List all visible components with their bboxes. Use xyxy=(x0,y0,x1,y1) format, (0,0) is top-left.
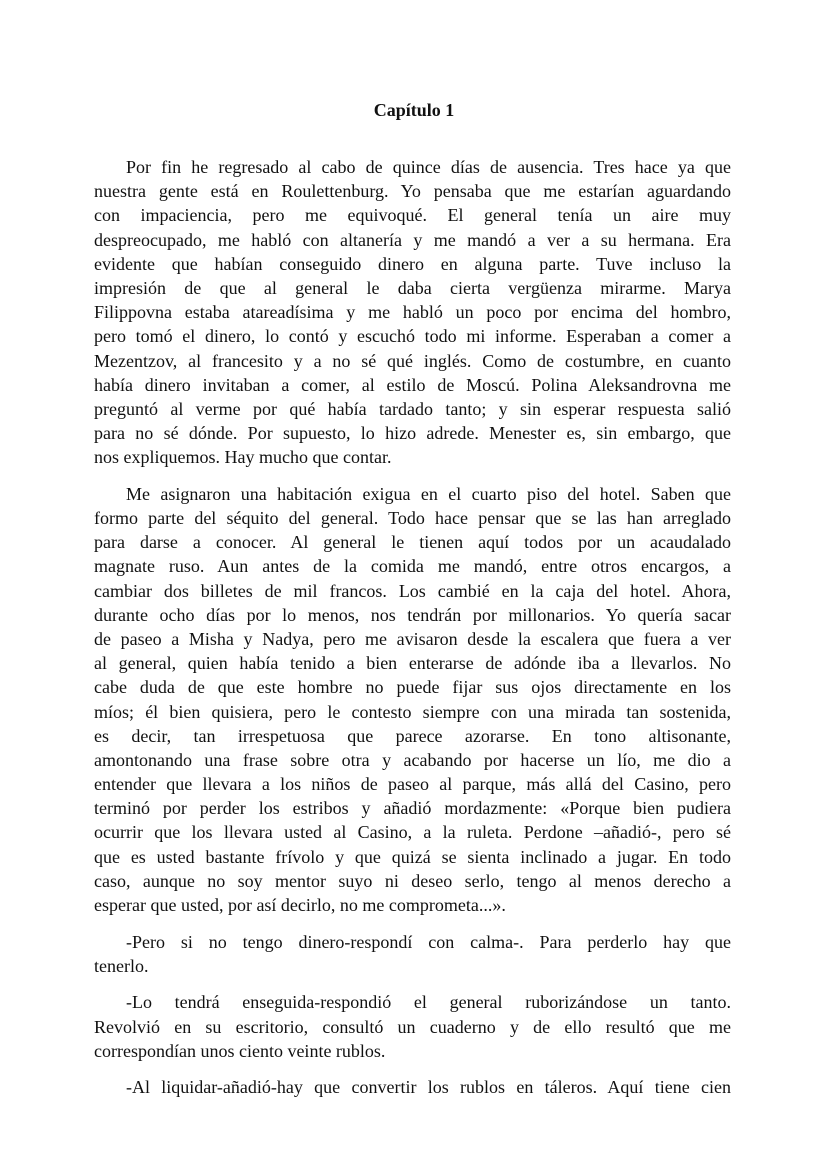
text-line: para no sé dónde. Por supuesto, lo hizo adrede. Menester es, sin embargo, que xyxy=(94,423,731,444)
text-line: ocurrir que los llevara usted al Casino, a la ruleta. Perdone –añadió-, pero sé xyxy=(94,822,731,843)
text-line: amontonando una frase sobre otra y acabando por hacerse un lío, me dio a xyxy=(94,749,731,770)
text-line: durante ocho días por lo menos, nos tendrán por millonarios. Yo quería sacar xyxy=(94,604,731,625)
text-line: míos; él bien quisiera, pero le contesto siempre con una mirada tan sostenida, xyxy=(94,701,731,722)
text-line: Mezentzov, al francesito y a no sé qué inglés. Como de costumbre, en cuanto xyxy=(94,350,731,371)
text-line: caso, aunque no soy mentor suyo ni deseo serlo, tengo al menos derecho a xyxy=(94,870,731,891)
paragraph xyxy=(94,1075,731,1099)
paragraph xyxy=(94,155,731,469)
text-line: cambiar dos billetes de mil francos. Los cambié en la caja del hotel. Ahora, xyxy=(94,580,731,601)
paragraph xyxy=(94,930,731,978)
text-line: Filippovna estaba atareadísima y me habló un poco por encima del hombro, xyxy=(94,302,731,323)
chapter-title: Capítulo 1 xyxy=(373,100,455,120)
text-line: entender que llevara a los niños de paseo al parque, más allá del Casino, pero xyxy=(94,774,731,795)
text-line: -Lo tendrá enseguida-respondió el general ruborizándose un tanto. xyxy=(126,992,731,1013)
text-line: impresión de que al general le daba cierta vergüenza mirarme. Marya xyxy=(94,277,731,298)
text-line: Me asignaron una habitación exigua en el cuarto piso del hotel. Saben que xyxy=(126,483,731,504)
text-line: magnate ruso. Aun antes de la comida me mandó, entre otros encargos, a xyxy=(94,556,731,577)
text-line: para darse a conocer. Al general le tienen aquí todos por un acaudalado xyxy=(94,532,731,553)
text-line: formo parte del séquito del general. Todo hace pensar que se las han arreglado xyxy=(94,508,731,529)
text-line: correspondían unos ciento veinte rublos. xyxy=(94,1040,386,1061)
text-line: evidente que habían conseguido dinero en alguna parte. Tuve incluso la xyxy=(94,253,731,274)
text-line: despreocupado, me habló con altanería y me mandó a ver a su hermana. Era xyxy=(94,229,731,250)
text-line: pero tomó el dinero, lo contó y escuchó todo mi informe. Esperaban a comer a xyxy=(94,326,731,347)
text-line: terminó por perder los estribos y añadió mordazmente: «Porque bien pudiera xyxy=(94,798,731,819)
text-line: nuestra gente está en Roulettenburg. Yo pensaba que me estarían aguardando xyxy=(94,181,731,202)
text-line: es decir, tan irrespetuosa que parece azorarse. En tono altisonante, xyxy=(94,725,731,746)
text-line: esperar que usted, por así decirlo, no me comprometa...». xyxy=(94,895,506,916)
text-line: Por fin he regresado al cabo de quince días de ausencia. Tres hace ya que xyxy=(126,157,731,177)
text-line: Revolvió en su escritorio, consultó un cuaderno y de ello resultó que me xyxy=(94,1016,731,1037)
text-line: con impaciencia, pero me equivoqué. El general tenía un aire muy xyxy=(94,205,731,226)
text-line: -Al liquidar-añadió-hay que convertir los rublos en táleros. Aquí tiene cien xyxy=(126,1077,731,1098)
text-line: había dinero invitaban a comer, al estilo de Moscú. Polina Aleksandrovna me xyxy=(94,374,731,395)
text-line: tenerlo. xyxy=(94,955,149,976)
text-line: que es usted bastante frívolo y que quizá se sienta inclinado a jugar. En todo xyxy=(94,846,731,867)
text-line: -Pero si no tengo dinero-respondí con calma-. Para perderlo hay que xyxy=(126,931,731,952)
paragraph xyxy=(94,990,731,1063)
body-text xyxy=(94,155,731,1112)
paragraph xyxy=(94,482,731,917)
text-line: cabe duda de que este hombre no puede fijar sus ojos directamente en los xyxy=(94,677,731,698)
text-line: preguntó al verme por qué había tardado tanto; y sin esperar respuesta salió xyxy=(94,398,731,419)
text-line: al general, quien había tenido a bien enterarse de adónde iba a llevarlos. No xyxy=(94,653,731,674)
text-line: nos expliquemos. Hay mucho que contar. xyxy=(94,447,392,468)
text-line: de paseo a Misha y Nadya, pero me avisaron desde la escalera que fuera a ver xyxy=(94,628,731,649)
